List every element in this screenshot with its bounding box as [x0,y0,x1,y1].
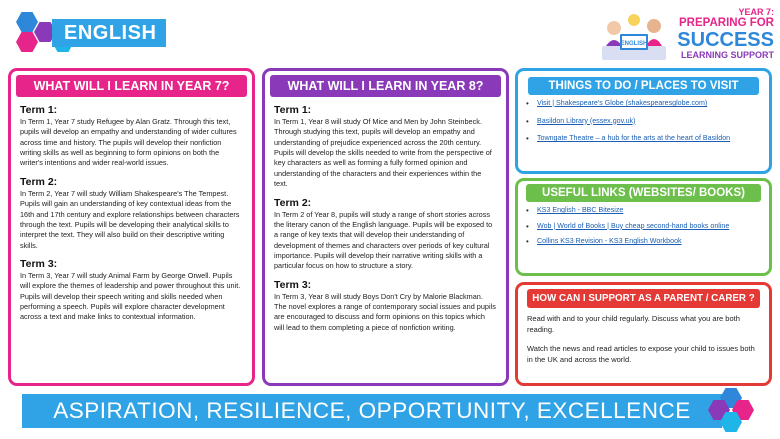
y7-term1-heading: Term 1: [20,104,58,116]
list-item [526,222,761,232]
parent-title: HOW CAN I SUPPORT AS A PARENT / CARER ? [527,289,760,308]
y8-term1-text: In Term 1, Year 8 will study Of Mice and Men by John Steinbeck. Through studying this text, pupils will develop an empathy and understanding of prejudice experienced across the 20th century. Pupils will develop the skills needed to write from the perspective of key characters as well as forming a fully formed opinion and understanding of the characters and their experiences within the text. [274,117,492,189]
towngate-theatre-link[interactable]: Towngate Theatre – a hub for the arts at the heart of Basildon [537,134,731,143]
y7-term3-heading: Term 3: [20,257,58,270]
logo-year: YEAR 7: [738,7,774,17]
year7-title: WHAT WILL I LEARN IN YEAR 7? [16,75,247,97]
list-item [526,99,761,109]
globe-link[interactable]: Visit | Shakespeare's Globe (shakespearesglobe.com) [537,99,708,107]
footer-motto: ASPIRATION, RESILIENCE, OPPORTUNITY, EXCELLENCE [22,394,722,428]
collins-revision-link[interactable]: Collins KS3 Revision - KS3 English Workbook [537,237,682,246]
y8-term2-text: In Term 2 of Year 8, pupils will study a range of short stories across the literary canon of the English language. Pupils will be exposed to a range of key texts that will develop their understanding of development of themes and characters over periods of key cultural importance. Pupils will develop their narrative writing skills with a particular focus on how to structure a story. [274,209,493,271]
y8-term3-heading: Term 3: [274,278,312,291]
year7-panel [8,68,255,386]
logo-book-label: ENGLISH [620,41,648,47]
parent-tip-reading: Read with and to your child regularly. Discuss what you are both reading. [527,314,740,334]
list-item [526,237,761,247]
visit-list [518,95,769,144]
year8-panel [262,68,509,386]
footer-hexagon-cluster-icon [706,388,770,434]
list-item [526,206,761,216]
y8-term2-heading: Term 2: [274,196,312,209]
world-of-books-link[interactable]: Wob | World of Books | Buy cheap second-hand books online [537,221,730,230]
year8-title: WHAT WILL I LEARN IN YEAR 8? [270,75,501,97]
list-item [526,134,761,144]
y7-term2-heading: Term 2: [20,175,58,188]
blue-hexagon-icon [16,12,38,32]
y7-term2-text: In Term 2, Year 7 will study William Shakespeare's The Tempest. Pupils will gain an understanding of key contextual ideas from the 16th and 17th century and explore relationships between characters through the text. Pupils will be developing their analytical skills to interpret the text. They will also build on their descriptive writing skills. [20,188,240,250]
y8-term1-heading: Term 1: [274,104,312,116]
list-item [526,117,761,127]
logo-line1: PREPARING FOR [679,17,774,29]
bbc-bitesize-link[interactable]: KS3 English - BBC Bitesize [537,206,624,214]
preparing-for-success-logo [598,8,774,66]
subject-title: ENGLISH [52,19,166,47]
links-title: USEFUL LINKS (WEBSITES/ BOOKS) [526,184,761,202]
y7-term1-text: In Term 1, Year 7 study Refugee by Alan Gratz. Through this text, pupils will develop an empathy and understanding of wider cultures across time and history. The pupils will develop their nonfiction writing skills as well as beginning to form opinions on both the writer's intentions and wider real-world issues. [20,117,237,168]
pink-hexagon-icon [16,32,38,52]
students-with-book-icon [598,10,670,64]
useful-links-panel [515,178,772,276]
y8-term3-text: In Term 3, Year 8 will study Boys Don't Cry by Malorie Blackman. The novel explores a range of contemporary social issues and pupils are encouraged to discuss and form opinions on this topics which will lead to them completing a piece of nonfiction writing. [274,291,496,332]
places-to-visit-panel [515,68,772,174]
logo-line3: LEARNING SUPPORT [680,49,774,60]
links-list [518,202,769,247]
basildon-library-link[interactable]: Basildon Library (essex.gov.uk) [537,116,636,125]
parent-tip-news: Watch the news and read articles to expose your child to issues both in the UK and across the world. [527,343,755,364]
y7-term3-text: In Term 3, Year 7 will study Animal Farm by George Orwell. Pupils will explore the themes of leadership and power throughout this unit. Pupils will develop their speech writing and skills needed when performing a speech. Pupils will explore character development across a text and make links to contextual information. [20,270,241,322]
logo-line2: SUCCESS [677,28,774,51]
parent-support-panel [515,282,772,386]
visit-title: THINGS TO DO / PLACES TO VISIT [528,77,759,95]
